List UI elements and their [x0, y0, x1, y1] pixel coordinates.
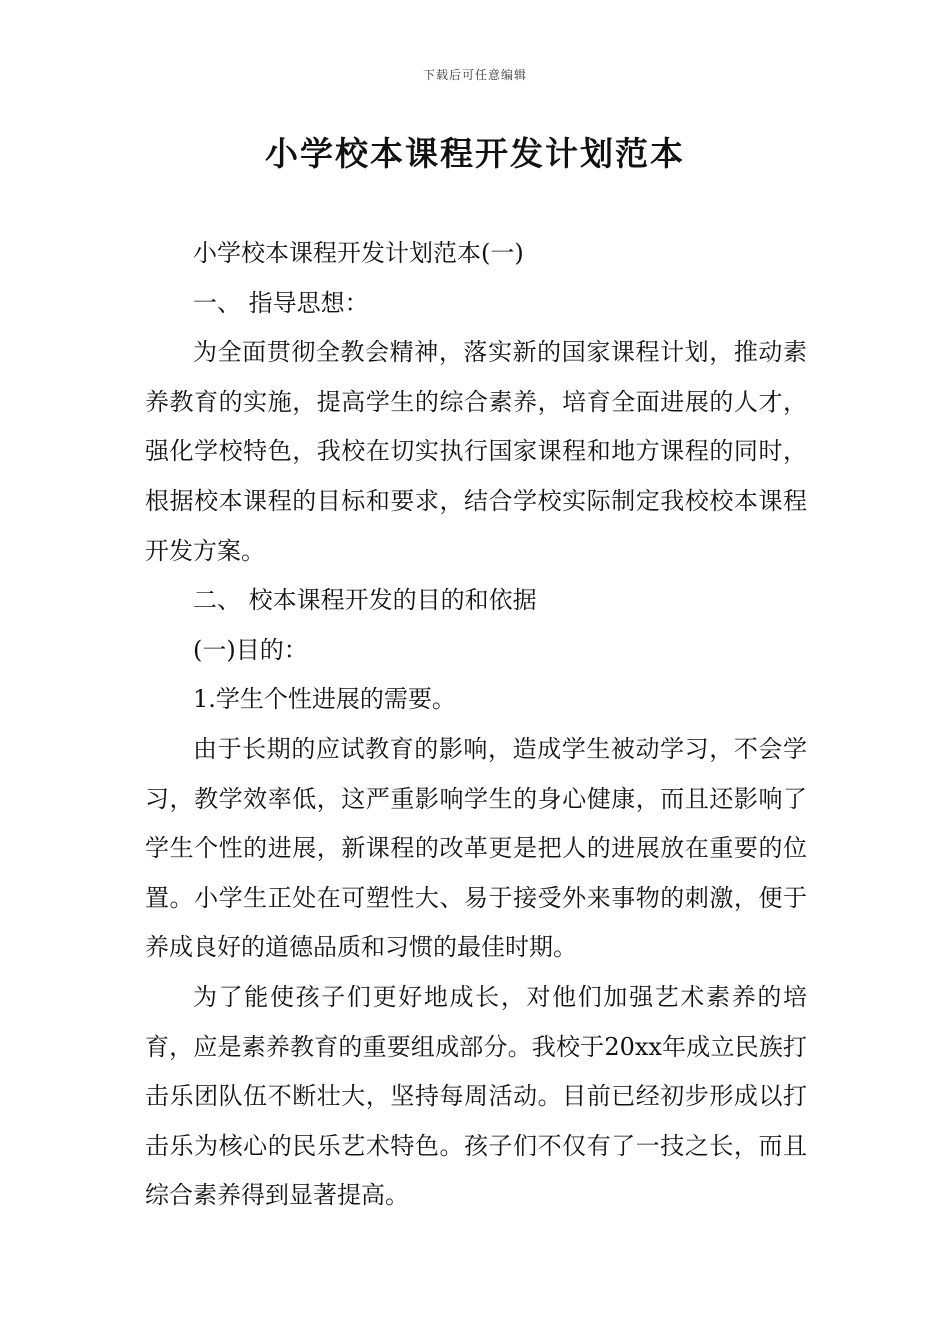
- subtitle-paragraph: 小学校本课程开发计划范本(一): [193, 239, 524, 267]
- document-body: [145, 229, 807, 1221]
- body-paragraph: 由于长期的应试教育的影响，造成学生被动学习，不会学习，教学效率低，这严重影响学生的身心健康，而且还影响了学生个性的进展，新课程的改革更是把人的进展放在重要的位置。小学生正处在可塑性大、易于接受外来事物的刺激，便于养成良好的道德品质和习惯的最佳时期。: [145, 734, 807, 962]
- section-heading-guiding-thought: 一、 指导思想：: [193, 288, 369, 317]
- body-paragraph: 为了能使孩子们更好地成长，对他们加强艺术素养的培育，应是素养教育的重要组成部分。我校于20xx年成立民族打击乐团队伍不断壮大，坚持每周活动。目前已经初步形成以打击乐为核心的民乐艺术特色。孩子们不仅有了一技之长，而且综合素养得到显著提高。: [145, 982, 807, 1210]
- body-paragraph: 为全面贯彻全教会精神，落实新的国家课程计划，推动素养教育的实施，提高学生的综合素养，培育全面进展的人才，强化学校特色，我校在切实执行国家课程和地方课程的同时，根据校本课程的目标和要求，结合学校实际制定我校校本课程开发方案。: [145, 338, 807, 565]
- header-note: 下载后可任意编辑: [422, 68, 527, 82]
- document-title: 小学校本课程开发计划范本: [265, 134, 685, 173]
- list-item-heading: 1.学生个性进展的需要。: [193, 685, 456, 714]
- section-heading-purpose-basis: 二、 校本课程开发的目的和依据: [193, 586, 537, 615]
- subsection-heading-purpose: (一)目的：: [193, 635, 308, 664]
